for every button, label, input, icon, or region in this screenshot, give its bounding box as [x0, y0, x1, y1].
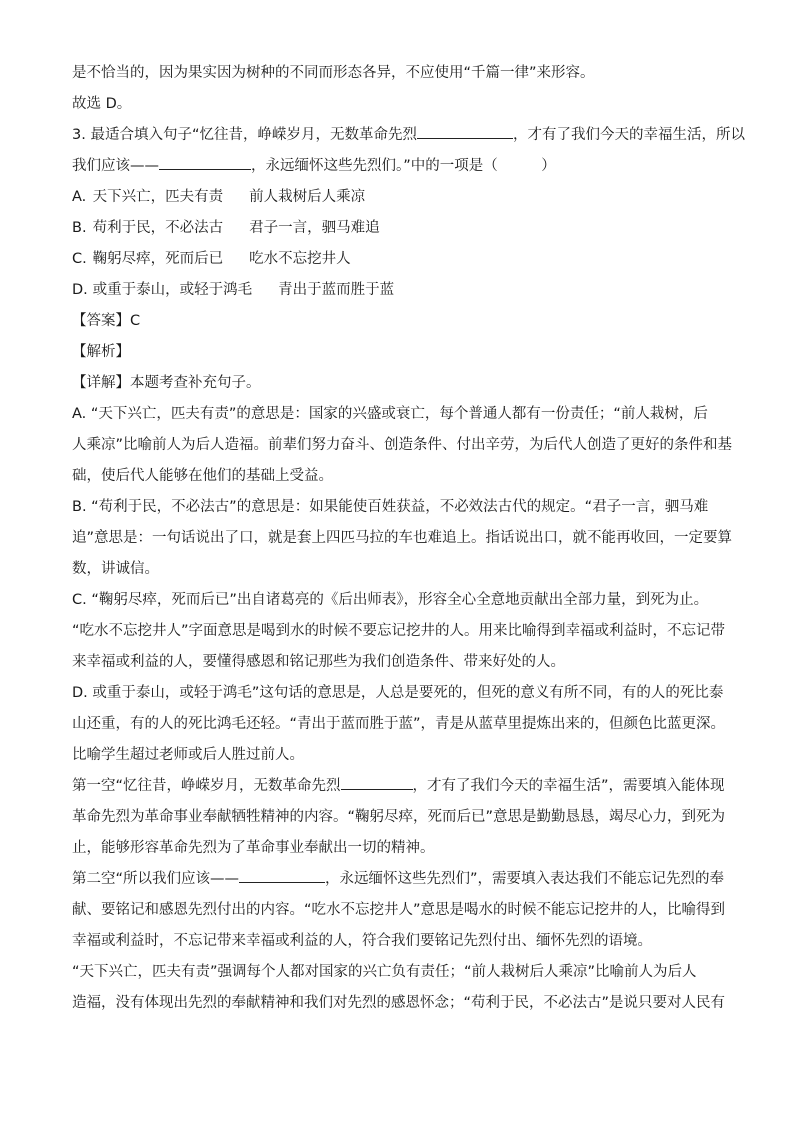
question-line — [72, 151, 728, 182]
first-blank-line: 止，能够形容革命先烈为了革命事业奉献出一切的精神。 — [72, 840, 435, 856]
closing-line: 造福，没有体现出先烈的奉献精神和我们对先烈的感恩怀念；“苟利于民，不必法古”是说只要对人民有 — [72, 995, 726, 1011]
explanation-line: 数，讲诚信。 — [72, 561, 159, 577]
fill-blank — [417, 120, 513, 139]
option-first: 鞠躬尽瘁，死而后已 — [92, 251, 224, 267]
option-d — [72, 275, 728, 306]
explanation-line: 来幸福或利益的人，要懂得感恩和铭记那些为我们创造条件、带来好处的人。 — [72, 654, 565, 670]
question-text: ，才有了我们今天的幸福生活，所以 — [512, 127, 745, 143]
explanation-line: A. “天下兴亡，匹夫有责”的意思是：国家的兴盛或衰亡，每个普通人都有一份责任；“前人栽树，后 — [72, 406, 708, 422]
continuation-line: 是不恰当的，因为果实因为树种的不同而形态各异，不应使用“千篇一律”来形容。 — [72, 65, 595, 81]
explanation-line: 础，使后代人能够在他们的基础上受益。 — [72, 468, 333, 484]
fill-blank — [159, 151, 251, 170]
answer-label: 【答案】C — [72, 313, 141, 329]
option-second: 前人栽树后人乘凉 — [249, 189, 366, 205]
detail-intro: 【详解】本题考查补充句子。 — [72, 375, 261, 391]
question-text: 3. 最适合填入句子“忆往昔，峥嵘岁月，无数革命先烈 — [72, 127, 417, 143]
second-blank-line: 献、要铭记和感恩先烈付出的内容。“吃水不忘挖井人”意思是喝水的时候不能忘记挖井的人，比喻得到 — [72, 902, 726, 918]
explanation-line: 追”意思是：一句话说出了口，就是套上四匹马拉的车也难追上。指话说出口，就不能再收回，一定要算 — [72, 530, 733, 546]
closing-line: “天下兴亡，匹夫有责”强调每个人都对国家的兴亡负有责任；“前人栽树后人乘凉”比喻前人为后人 — [72, 964, 697, 980]
option-b — [72, 213, 728, 244]
option-c — [72, 244, 728, 275]
explanation-line: C. “鞠躬尽瘁，死而后已”出自诸葛亮的《后出师表》，形容全心全意地贡献出全部力量，到死为止。 — [72, 592, 709, 608]
explanation-line: B. “苟利于民，不必法古”的意思是：如果能使百姓获益，不必效法古代的规定。“君子一言，驷马难 — [72, 499, 709, 515]
first-blank-line — [72, 771, 728, 802]
first-blank-text: 第一空“忆往昔，峥嵘岁月，无数革命先烈 — [72, 778, 341, 794]
option-letter: D. — [72, 282, 88, 298]
fill-blank — [341, 771, 413, 790]
option-second: 君子一言，驷马难追 — [249, 220, 380, 236]
question-text: 我们应该—— — [72, 158, 159, 174]
explanation-line: D. 或重于泰山，或轻于鸿毛”这句话的意思是，人总是要死的，但死的意义有所不同，有的人的死比泰 — [72, 685, 724, 701]
question-line — [72, 120, 745, 151]
second-blank-line: 幸福或利益时，不忘记带来幸福或利益的人，符合我们要铭记先烈付出、缅怀先烈的语境。 — [72, 933, 652, 949]
option-letter: A. — [72, 189, 87, 205]
explanation-line: “吃水不忘挖井人”字面意思是喝到水的时候不要忘记挖井的人。用来比喻得到幸福或利益时，不忘记带 — [72, 623, 726, 639]
option-first: 或重于泰山，或轻于鸿毛 — [92, 282, 253, 298]
second-blank-text: ，永远缅怀这些先烈们”，需要填入表达我们不能忘记先烈的奉 — [325, 871, 725, 887]
second-blank-text: 第二空“所以我们应该—— — [72, 871, 240, 887]
fill-blank — [239, 864, 325, 883]
first-blank-line: 革命先烈为革命事业奉献牺牲精神的内容。“鞠躬尽瘁，死而后已”意思是勤勤恳恳，竭尽心力，到死为 — [72, 809, 726, 825]
option-letter: B. — [72, 220, 87, 236]
analysis-label: 【解析】 — [72, 344, 130, 360]
document-page — [72, 58, 745, 1019]
option-first: 苟利于民，不必法古 — [92, 220, 224, 236]
continuation-line: 故选 D。 — [72, 96, 132, 112]
question-text: ，永远缅怀这些先烈们。”中的一项是（ ） — [251, 158, 556, 174]
option-second: 吃水不忘挖井人 — [249, 251, 351, 267]
option-letter: C. — [72, 251, 87, 267]
explanation-line: 山还重，有的人的死比鸿毛还轻。“青出于蓝而胜于蓝”，青是从蓝草里提炼出来的，但颜色比蓝更深。 — [72, 716, 726, 732]
option-second: 青出于蓝而胜于蓝 — [278, 282, 395, 298]
first-blank-text: ，才有了我们今天的幸福生活”，需要填入能体现 — [412, 778, 725, 794]
second-blank-line — [72, 864, 728, 895]
explanation-line: 人乘凉”比喻前人为后人造福。前辈们努力奋斗、创造条件、付出辛劳，为后代人创造了更好的条件和基 — [72, 437, 733, 453]
explanation-line: 比喻学生超过老师或后人胜过前人。 — [72, 747, 304, 763]
option-a — [72, 182, 728, 213]
option-first: 天下兴亡，匹夫有责 — [92, 189, 224, 205]
